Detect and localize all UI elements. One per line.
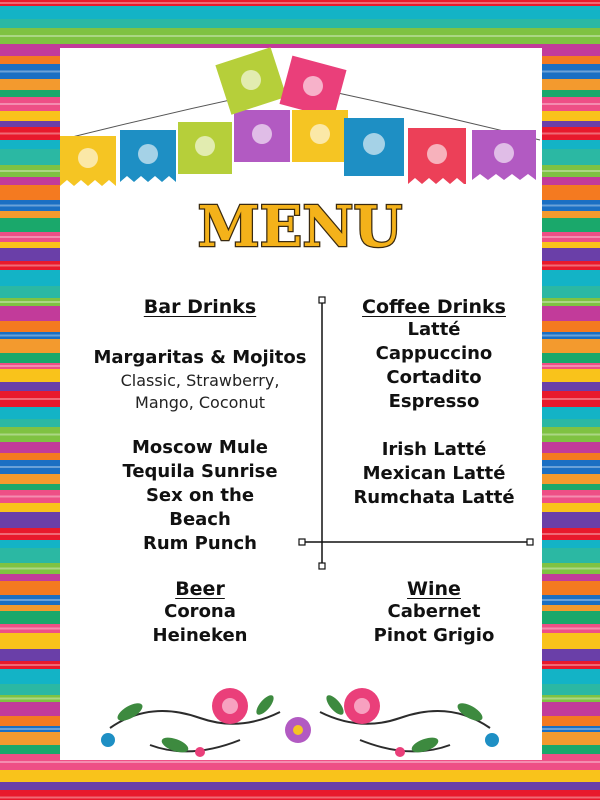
bar-drink-item: Sex on the [145, 485, 255, 506]
margaritas-item: Margaritas & Mojitos [93, 347, 307, 368]
flower-right [344, 688, 380, 724]
coffee-drinks-heading: Coffee Drinks [362, 296, 506, 318]
coffee-special-item: Rumchata Latté [353, 487, 515, 508]
beer-heading: Beer [175, 578, 225, 600]
bar-drink-item: Beach [169, 509, 231, 530]
beer-item: Corona [164, 601, 236, 622]
bar-drink-item: Rum Punch [142, 533, 257, 554]
flower-left [212, 688, 248, 724]
flower-center [285, 717, 311, 743]
flavors-line-1: Classic, Strawberry, [120, 371, 280, 390]
wine-heading: Wine [407, 578, 461, 600]
coffee-item: Cappuccino [375, 343, 493, 364]
coffee-special-item: Irish Latté [381, 439, 487, 460]
bar-drinks-heading: Bar Drinks [143, 296, 257, 318]
wine-item: Pinot Grigio [373, 625, 495, 646]
flavors-line-2: Mango, Coconut [135, 393, 265, 412]
coffee-item: Espresso [388, 391, 480, 412]
coffee-special-item: Mexican Latté [362, 463, 506, 484]
menu-title-text: MENU [197, 194, 403, 260]
coffee-item: Latté [407, 319, 461, 340]
wine-item: Cabernet [387, 601, 481, 622]
beer-item: Heineken [152, 625, 248, 646]
bar-drink-item: Tequila Sunrise [122, 461, 278, 482]
bar-drink-item: Moscow Mule [131, 437, 269, 458]
coffee-item: Cortadito [386, 367, 482, 388]
